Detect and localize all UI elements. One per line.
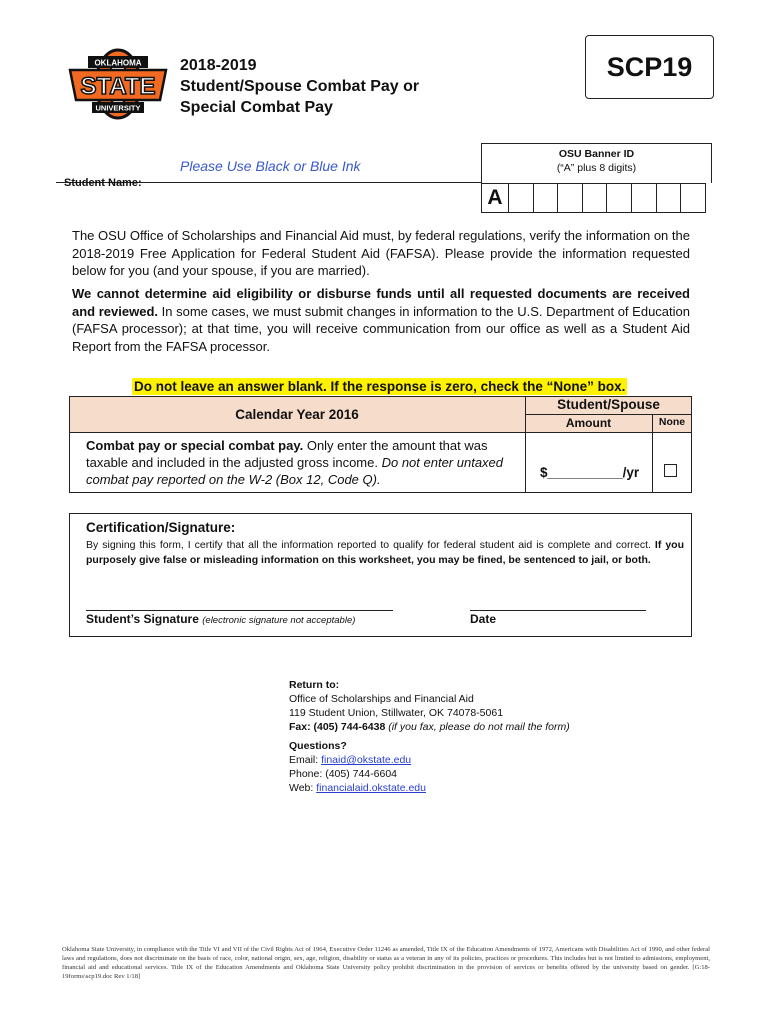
certification-text [86,538,684,567]
osu-logo [68,46,168,122]
logo-bottom-text: UNIVERSITY [95,103,141,113]
fax-note: (if you fax, please do not mail the form) [385,721,570,733]
combat-pay-normal: Only enter the amount that was taxable and included in the adjusted gross income. [86,438,488,470]
calendar-year-header: Calendar Year 2016 [235,407,359,422]
highlight-note: Do not leave an answer blank. If the response is zero, check the “None” box. [134,379,626,394]
signature-field[interactable] [86,610,393,611]
table-divider [525,414,692,415]
fax-label: Fax: (405) 744-6438 [289,721,386,733]
none-checkbox[interactable] [664,464,677,477]
certification-text-bold: If you purposely give false or misleading information on this worksheet, you may be fined, be sentenced to jail, or both. [86,539,684,566]
form-code-box [585,35,714,99]
office-name: Office of Scholarships and Financial Aid [289,693,474,705]
email-label: Email: [289,754,322,766]
banner-id-digit[interactable] [606,183,632,213]
banner-id-digit[interactable] [582,183,608,213]
web-link[interactable]: financialaid.okstate.edu [316,782,426,794]
form-title-line2: Special Combat Pay [180,99,333,116]
banner-id-label: OSU Banner ID [558,148,635,160]
logo-top-text: OKLAHOMA [94,58,142,68]
ink-note: Please Use Black or Blue Ink [180,158,361,174]
warning-rest: In some cases, we must submit changes in information to the U.S. Department of Education (FAFSA processor); at that time, you will receive communication from our office as well as a Student Aid Report from the FAFSA processor. [72,303,690,354]
student-name-label: Student Name: [64,177,142,189]
banner-id-digit[interactable] [656,183,682,213]
banner-id-header [481,143,712,183]
return-to-block [289,678,570,734]
signature-label [86,612,355,626]
signature-label-text: Student’s Signature [86,612,199,626]
web-label: Web: [289,782,317,794]
combat-pay-italic: Do not enter untaxed combat pay reported on the W-2 (Box 12, Code Q). [86,455,504,487]
banner-id-digit[interactable] [508,183,534,213]
return-to-heading: Return to: [289,679,340,691]
amount-header: Amount [565,416,612,430]
banner-id-digit[interactable] [631,183,657,213]
combat-pay-amount-input[interactable]: $__________/yr [540,465,640,480]
none-header: None [658,416,686,428]
date-field[interactable] [470,610,646,611]
questions-block [289,739,426,795]
banner-id-digit[interactable] [557,183,583,213]
certification-title: Certification/Signature: [86,520,236,535]
form-title [180,55,419,118]
intro-paragraph: The OSU Office of Scholarships and Financial Aid must, by federal regulations, verify the information on the 2018-2019 Free Application for Federal Student Aid (FAFSA). Please provide the information requested below for you (and your spouse, if you are married). [72,228,690,278]
logo-main-text: STATE [80,73,156,100]
banner-id-hint: (“A” plus 8 digits) [556,162,637,174]
banner-id-prefix: A [481,183,509,213]
signature-note: (electronic signature not acceptable) [202,615,356,626]
combat-pay-description [86,437,522,488]
form-code: SCP19 [606,51,693,82]
banner-id-input[interactable] [481,183,706,213]
nondiscrimination-footer: Oklahoma State University, in compliance with the Title VI and VII of the Civil Rights Act of 1964, Executive Order 11246 as amended, Title IX of the Education Amendments of 1972, Americans with Disabilities Act of 1990, and other federal laws and regulations, does not discriminate on the basis of race, color, national origin, sex, age, religion, disability or status as a veteran in any of its policies, practices or procedures. This includes but is not limited to admissions, employment, financial aid and educational services. Title IX of the Education Amendments and Oklahoma State University policy prohibit discrimination in the provision of services or benefits offered by the university based on gender. [G:18-19forms\scp19.doc Rev 1/18] [62,946,710,980]
student-spouse-header: Student/Spouse [557,397,660,412]
certification-text-normal: By signing this form, I certify that all the information reported to qualify for federal student aid is complete and correct. [86,539,655,551]
office-address: 119 Student Union, Stillwater, OK 74078-5061 [289,707,504,719]
questions-heading: Questions? [289,740,347,752]
combat-pay-bold: Combat pay or special combat pay. [86,438,304,453]
warning-bold: We cannot determine aid eligibility or disburse funds until all requested documents are received and reviewed. [72,286,690,319]
email-link[interactable]: finaid@okstate.edu [321,754,412,766]
banner-id-digit[interactable] [533,183,559,213]
phone-text: Phone: (405) 744-6604 [289,768,397,780]
warning-paragraph [72,285,690,355]
date-label: Date [470,612,497,626]
form-year: 2018-2019 [180,57,257,74]
form-title-line1: Student/Spouse Combat Pay or [180,78,420,95]
banner-id-digit[interactable] [680,183,706,213]
